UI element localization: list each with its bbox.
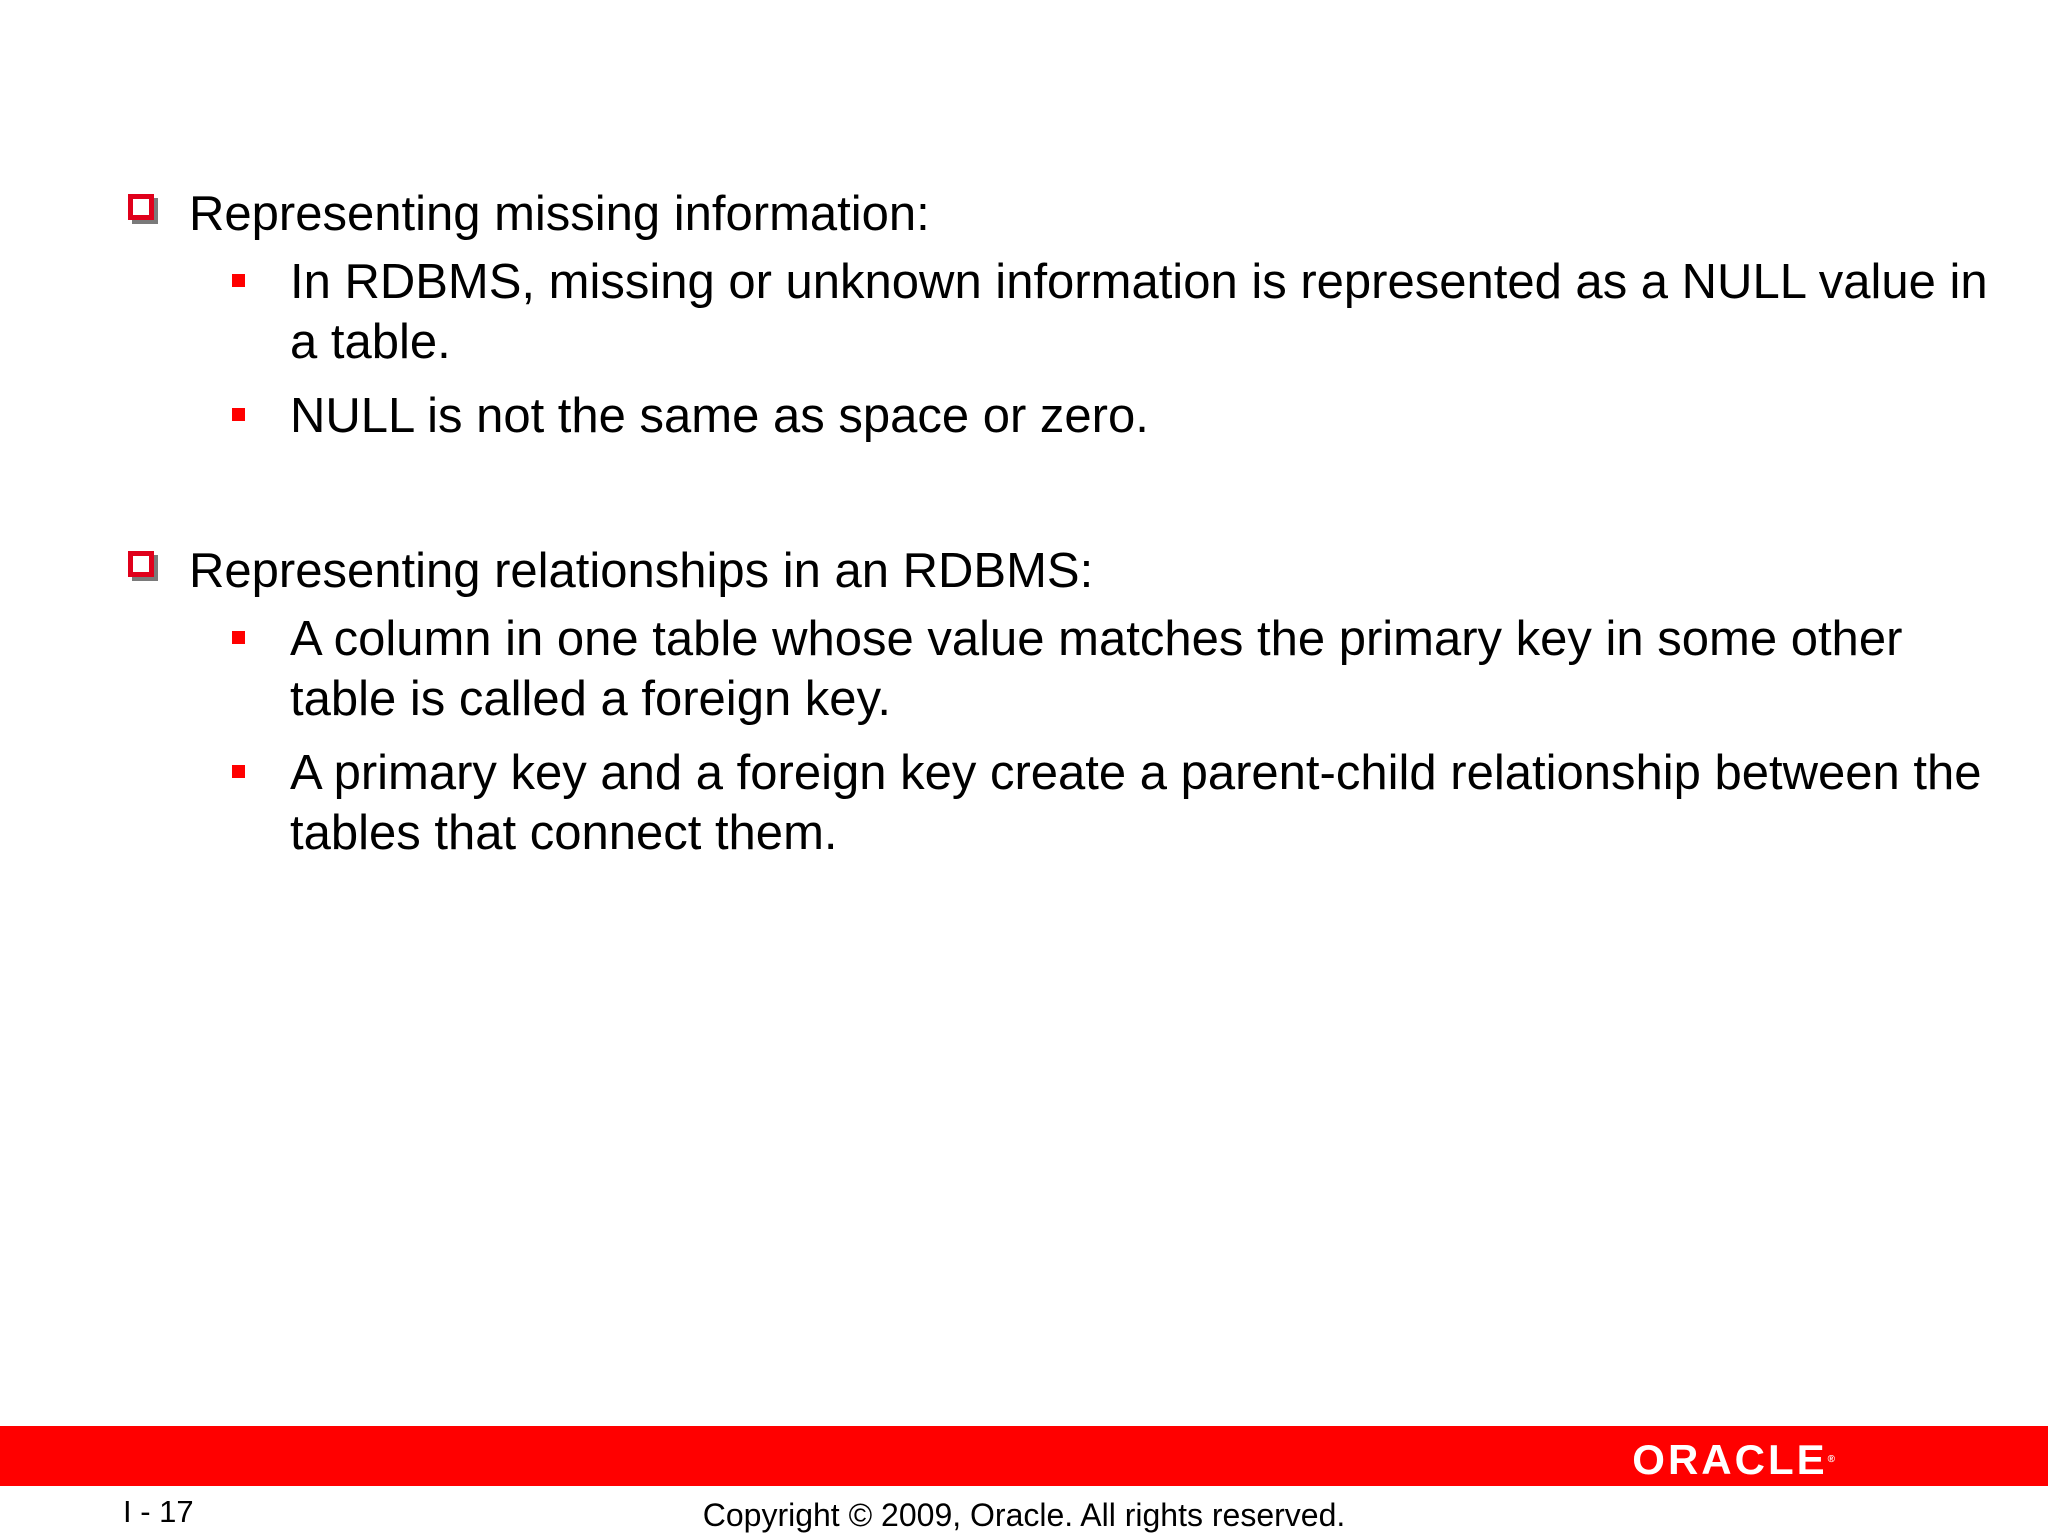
sub-bullet-item (125, 743, 1990, 863)
bullet-heading-text: Representing relationships in an RDBMS: (189, 544, 1094, 598)
footer-bar (0, 1426, 2048, 1486)
sub-bullet-text: A primary key and a foreign key create a parent-child relationship between the tables that connect them. (290, 746, 1982, 860)
section-relationships (125, 541, 1982, 877)
square-bullet-icon (232, 765, 245, 778)
oracle-logo (1632, 1436, 1835, 1483)
bullet-heading (125, 541, 1955, 601)
checkbox-icon (128, 194, 154, 220)
oracle-trademark: ® (1827, 1454, 1835, 1465)
copyright-notice: Copyright © 2009, Oracle. All rights reserved. (702, 1497, 1346, 1533)
sub-bullet-text: A column in one table whose value matches the primary key in some other table is called a foreign key. (290, 612, 1903, 726)
square-bullet-icon (232, 631, 245, 644)
bullet-heading-text: Representing missing information: (189, 187, 930, 241)
sub-bullet-text: In RDBMS, missing or unknown information is represented as a NULL value in a table. (290, 255, 1988, 369)
square-bullet-icon (232, 408, 245, 421)
checkbox-icon (128, 551, 154, 577)
section-missing-information (125, 184, 1988, 460)
page-number: I - 17 (123, 1494, 194, 1529)
bullet-heading (125, 184, 1955, 244)
sub-bullet-list (125, 252, 1988, 446)
sub-bullet-list (125, 609, 1982, 863)
sub-bullet-item (125, 252, 1990, 372)
square-bullet-icon (232, 274, 245, 287)
sub-bullet-text: NULL is not the same as space or zero. (290, 389, 1149, 443)
sub-bullet-item (125, 609, 1990, 729)
sub-bullet-item (125, 386, 1990, 446)
oracle-logo-text: ORACLE (1632, 1436, 1828, 1483)
